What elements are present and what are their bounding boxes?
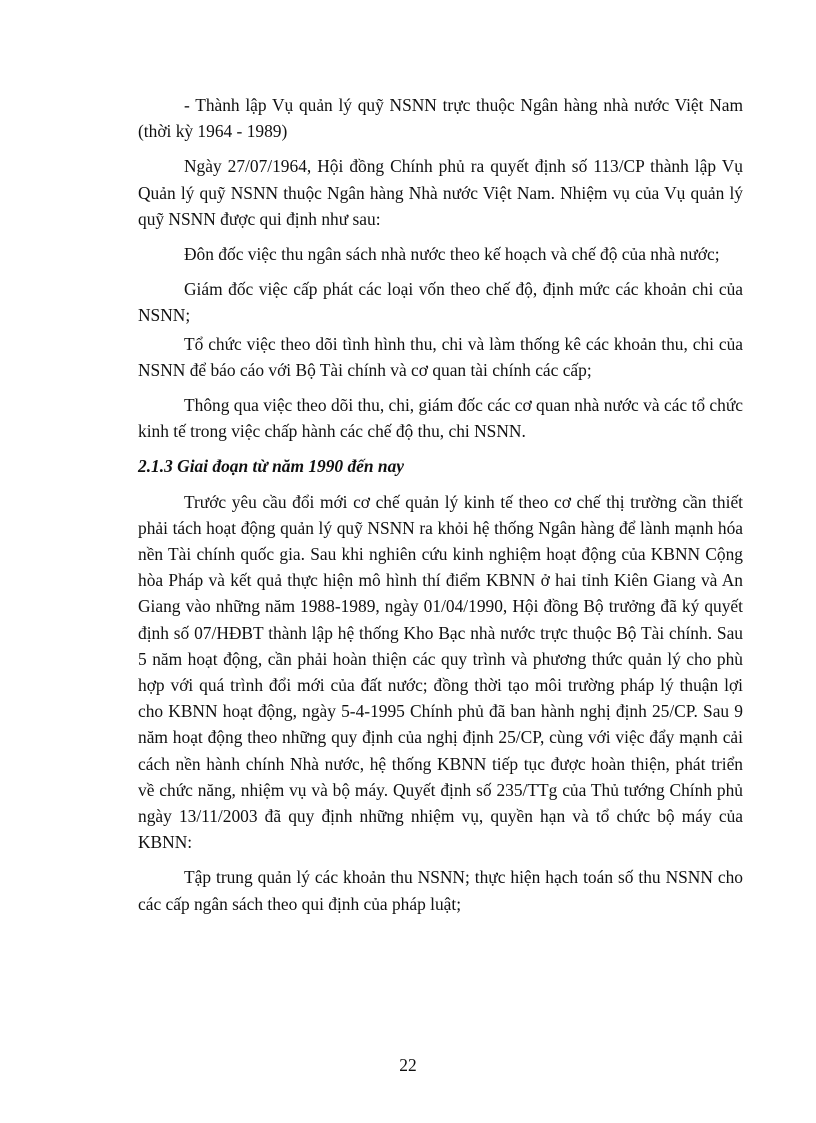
document-body [138,92,743,917]
paragraph: Ngày 27/07/1964, Hội đồng Chính phủ ra quyết định số 113/CP thành lập Vụ Quản lý quỹ NSNN thuộc Ngân hàng Nhà nước Việt Nam. Nhiệm vụ của Vụ quản lý quỹ NSNN được qui định như sau: [138,156,743,229]
paragraph: Tập trung quản lý các khoản thu NSNN; thực hiện hạch toán số thu NSNN cho các cấp ngân sách theo qui định của pháp luật; [138,867,743,914]
paragraph: - Thành lập Vụ quản lý quỹ NSNN trực thuộc Ngân hàng nhà nước Việt Nam (thời kỳ 1964 - 1989) [138,95,743,142]
paragraph: Giám đốc việc cấp phát các loại vốn theo chế độ, định mức các khoản chi của NSNN; [138,279,743,326]
paragraph: Tổ chức việc theo dõi tình hình thu, chi và làm thống kê các khoản thu, chi của NSNN để báo cáo với Bộ Tài chính và cơ quan tài chính các cấp; [138,333,743,380]
section-heading: 2.1.3 Giai đoạn từ năm 1990 đến nay [138,456,404,477]
paragraph: Đôn đốc việc thu ngân sách nhà nước theo kế hoạch và chế độ của nhà nước; [184,244,720,265]
page-number: 22 [399,1055,417,1075]
paragraph: Trước yêu cầu đổi mới cơ chế quản lý kinh tế theo cơ chế thị trường cần thiết phải tách hoạt động quản lý quỹ NSNN ra khỏi hệ thống Ngân hàng để lành mạnh hóa nền Tài chính quốc gia. Sau khi nghiên cứu kinh nghiệm hoạt động của KBNN Cộng hòa Pháp và kết quả thực hiện mô hình thí điểm KBNN ở hai tỉnh Kiên Giang và An Giang vào những năm 1988-1989, ngày 01/04/1990, Hội đồng Bộ trưởng đã ký quyết định số 07/HĐBT thành lập hệ thống Kho Bạc nhà nước trực thuộc Bộ Tài chính. Sau 5 năm hoạt động, cần phải hoàn thiện các quy trình và phương thức quản lý cho phù hợp với quá trình đổi mới của đất nước; đồng thời tạo môi trường pháp lý thuận lợi cho KBNN hoạt động, ngày 5-4-1995 Chính phủ đã ban hành nghị định 25/CP. Sau 9 năm hoạt động theo những quy định của nghị định 25/CP, cùng với việc đẩy mạnh cải cách nền hành chính Nhà nước, hệ thống KBNN tiếp tục được hoàn thiện, phát triển về chức năng, nhiệm vụ và bộ máy. Quyết định số 235/TTg của Thủ tướng Chính phủ ngày 13/11/2003 đã quy định những nhiệm vụ, quyền hạn và tổ chức bộ máy của KBNN: [138,491,743,853]
paragraph: Thông qua việc theo dõi thu, chi, giám đốc các cơ quan nhà nước và các tổ chức kinh tế trong việc chấp hành các chế độ thu, chi NSNN. [138,395,743,442]
